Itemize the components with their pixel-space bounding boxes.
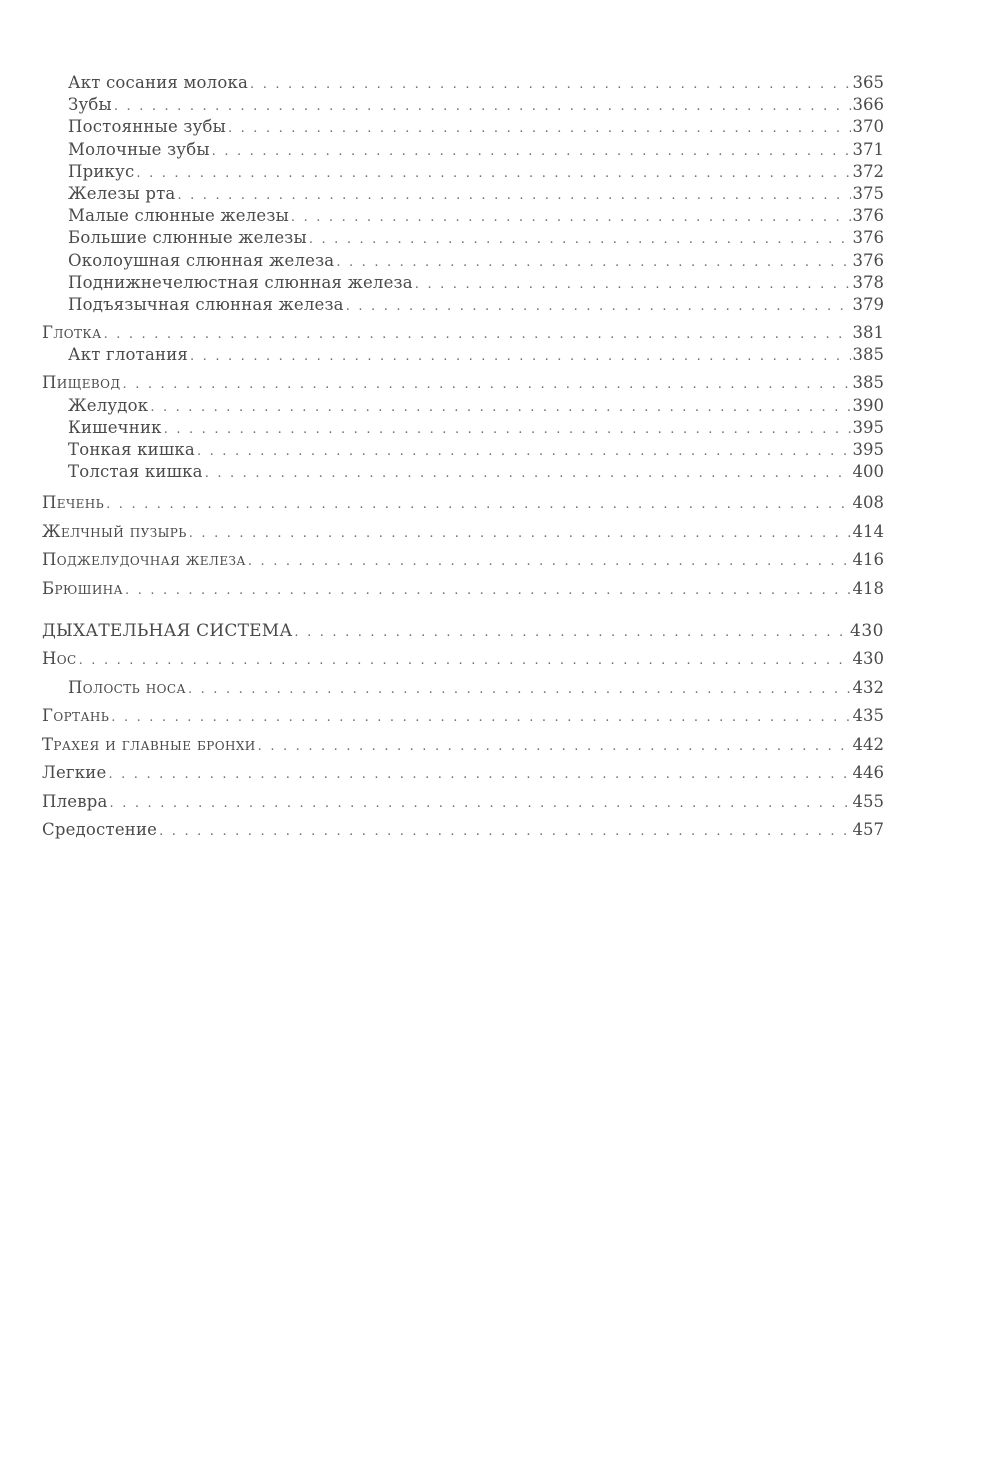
toc-entry-page: 379 xyxy=(852,294,884,314)
toc-entry-page: 414 xyxy=(852,521,884,541)
dot-leader xyxy=(79,647,851,674)
toc-entry-page: 395 xyxy=(852,440,884,459)
dot-leader xyxy=(159,818,850,845)
toc-entry-title: Подъязычная слюнная железа xyxy=(68,294,344,314)
dot-leader xyxy=(106,491,850,518)
toc-entry-malye-slyunnye-zhelezy[interactable] xyxy=(42,205,884,227)
toc-entry-tonkaya-kishka[interactable] xyxy=(42,439,884,461)
toc-entry-title: Средостение xyxy=(42,820,158,840)
toc-entry-nos[interactable] xyxy=(42,645,884,674)
toc-entry-title: Толстая кишка xyxy=(68,462,203,482)
toc-entry-title: Гортань xyxy=(42,706,110,726)
toc-entry-page: 435 xyxy=(852,706,884,726)
dot-leader xyxy=(108,761,850,788)
toc-entry-title: Трахея и главные бронхи xyxy=(42,734,256,754)
toc-entry-title: Большие слюнные железы xyxy=(68,228,307,248)
toc-entry-title: Печень xyxy=(42,493,105,513)
toc-entry-page: 430 xyxy=(852,649,884,669)
dot-leader xyxy=(189,520,851,547)
toc-entry-prikus[interactable] xyxy=(42,161,884,183)
dot-leader xyxy=(309,229,851,249)
toc-entry-tolstaya-kishka[interactable] xyxy=(42,461,884,483)
toc-entry-title: Акт глотания xyxy=(68,345,189,365)
toc-entry-page: 408 xyxy=(852,493,884,513)
toc-entry-page: 442 xyxy=(852,734,884,754)
dot-leader xyxy=(228,118,851,138)
toc-entry-title: Желчный пузырь xyxy=(42,521,187,541)
toc-entry-akt-sosaniya-moloka[interactable] xyxy=(42,72,884,94)
toc-entry-page: 430 xyxy=(850,621,884,642)
toc-entry-title: Тонкая кишка xyxy=(68,440,195,459)
toc-entry-page: 375 xyxy=(852,183,884,203)
dot-leader xyxy=(114,96,851,116)
toc-entry-page: 418 xyxy=(852,578,884,598)
dot-leader xyxy=(294,619,848,645)
dot-leader xyxy=(136,163,850,183)
toc-entry-polost-nosa[interactable] xyxy=(42,674,884,703)
toc-entry-kishechnik[interactable] xyxy=(42,417,884,439)
toc-entry-glotka[interactable] xyxy=(42,322,884,344)
toc-entry-page: 376 xyxy=(852,228,884,248)
toc-entry-title: Поднижнечелюстная слюнная железа xyxy=(68,272,413,292)
table-of-contents xyxy=(42,72,884,845)
toc-entry-page: 455 xyxy=(852,791,884,811)
dot-leader xyxy=(248,548,851,575)
toc-entry-plevra[interactable] xyxy=(42,788,884,817)
dot-leader xyxy=(188,676,851,703)
toc-entry-page: 400 xyxy=(852,462,884,482)
toc-entry-page: 385 xyxy=(852,345,884,365)
toc-entry-title: Малые слюнные железы xyxy=(68,206,289,226)
toc-entry-legkie[interactable] xyxy=(42,759,884,788)
dot-leader xyxy=(212,141,851,161)
toc-entry-title: Акт сосания молока xyxy=(68,73,249,92)
toc-entry-title: Поджелудочная железа xyxy=(42,550,246,570)
toc-entry-postoyannye-zuby[interactable] xyxy=(42,116,884,138)
dot-leader xyxy=(205,463,851,483)
dot-leader xyxy=(197,441,851,461)
toc-entry-title: Глотка xyxy=(42,323,102,343)
toc-entry-title: Легкие xyxy=(42,763,107,783)
toc-entry-page: 370 xyxy=(852,117,884,137)
toc-entry-page: 381 xyxy=(852,323,884,343)
dot-leader xyxy=(250,74,850,94)
toc-entry-zhelchnyi-puzyr[interactable] xyxy=(42,518,884,547)
toc-entry-page: 395 xyxy=(852,417,884,437)
toc-entry-page: 390 xyxy=(852,395,884,415)
toc-entry-page: 376 xyxy=(852,206,884,226)
dot-leader xyxy=(291,207,851,227)
toc-entry-title: Нос xyxy=(42,649,77,669)
toc-entry-page: 378 xyxy=(852,272,884,292)
toc-entry-title: Прикус xyxy=(68,161,135,181)
toc-entry-title: Молочные зубы xyxy=(68,139,210,159)
dot-leader xyxy=(125,577,850,604)
dot-leader xyxy=(123,374,851,394)
toc-entry-podnizhnechelyustnaya-zheleza[interactable] xyxy=(42,272,884,294)
toc-entry-bryushina[interactable] xyxy=(42,575,884,604)
toc-entry-trakheya[interactable] xyxy=(42,731,884,760)
dot-leader xyxy=(110,790,851,817)
toc-entry-page: 416 xyxy=(852,550,884,570)
dot-leader xyxy=(177,185,850,205)
toc-entry-page: 446 xyxy=(852,763,884,783)
toc-entry-sredostenie[interactable] xyxy=(42,816,884,845)
dot-leader xyxy=(346,296,851,316)
dot-leader xyxy=(164,419,851,439)
toc-entry-gortan[interactable] xyxy=(42,702,884,731)
toc-entry-title: Железы рта xyxy=(68,183,176,203)
toc-entry-page: 366 xyxy=(852,95,884,115)
toc-entry-title: Кишечник xyxy=(68,417,162,437)
toc-entry-page: 365 xyxy=(852,73,884,92)
dot-leader xyxy=(336,252,850,272)
toc-entry-title: Околоушная слюнная железа xyxy=(68,250,335,270)
toc-entry-pishchevod[interactable] xyxy=(42,372,884,394)
toc-entry-page: 376 xyxy=(852,250,884,270)
dot-leader xyxy=(111,704,850,731)
toc-entry-okoloushnaya-zheleza[interactable] xyxy=(42,250,884,272)
toc-entry-akt-glotaniya[interactable] xyxy=(42,344,884,366)
toc-entry-pechen[interactable] xyxy=(42,489,884,518)
toc-section-title: ДЫХАТЕЛЬНАЯ СИСТЕМА xyxy=(42,621,293,642)
toc-entry-zuby[interactable] xyxy=(42,94,884,116)
dot-leader xyxy=(190,346,850,366)
dot-leader xyxy=(150,397,850,417)
toc-entry-title: Плевра xyxy=(42,791,108,811)
toc-entry-page: 385 xyxy=(852,373,884,393)
toc-entry-bolshie-slyunnye-zhelezy[interactable] xyxy=(42,227,884,249)
toc-section-dykhatelnaya-sistema[interactable] xyxy=(42,617,884,645)
dot-leader xyxy=(415,274,851,294)
toc-entry-title: Зубы xyxy=(68,95,112,115)
toc-entry-podzheludochnaya-zheleza[interactable] xyxy=(42,546,884,575)
toc-entry-title: Брюшина xyxy=(42,578,124,598)
toc-entry-title: Полость носа xyxy=(68,677,186,697)
toc-entry-molochnye-zuby[interactable] xyxy=(42,139,884,161)
toc-entry-zhelezy-rta[interactable] xyxy=(42,183,884,205)
dot-leader xyxy=(258,733,851,760)
toc-entry-title: Пищевод xyxy=(42,373,121,393)
toc-entry-title: Желудок xyxy=(68,395,149,415)
toc-entry-page: 457 xyxy=(852,820,884,840)
toc-entry-page: 371 xyxy=(852,139,884,159)
toc-entry-title: Постоянные зубы xyxy=(68,117,226,137)
toc-entry-zheludok[interactable] xyxy=(42,395,884,417)
toc-entry-podyazychnaya-zheleza[interactable] xyxy=(42,294,884,316)
toc-entry-page: 372 xyxy=(852,161,884,181)
dot-leader xyxy=(104,324,851,344)
toc-entry-page: 432 xyxy=(852,677,884,697)
